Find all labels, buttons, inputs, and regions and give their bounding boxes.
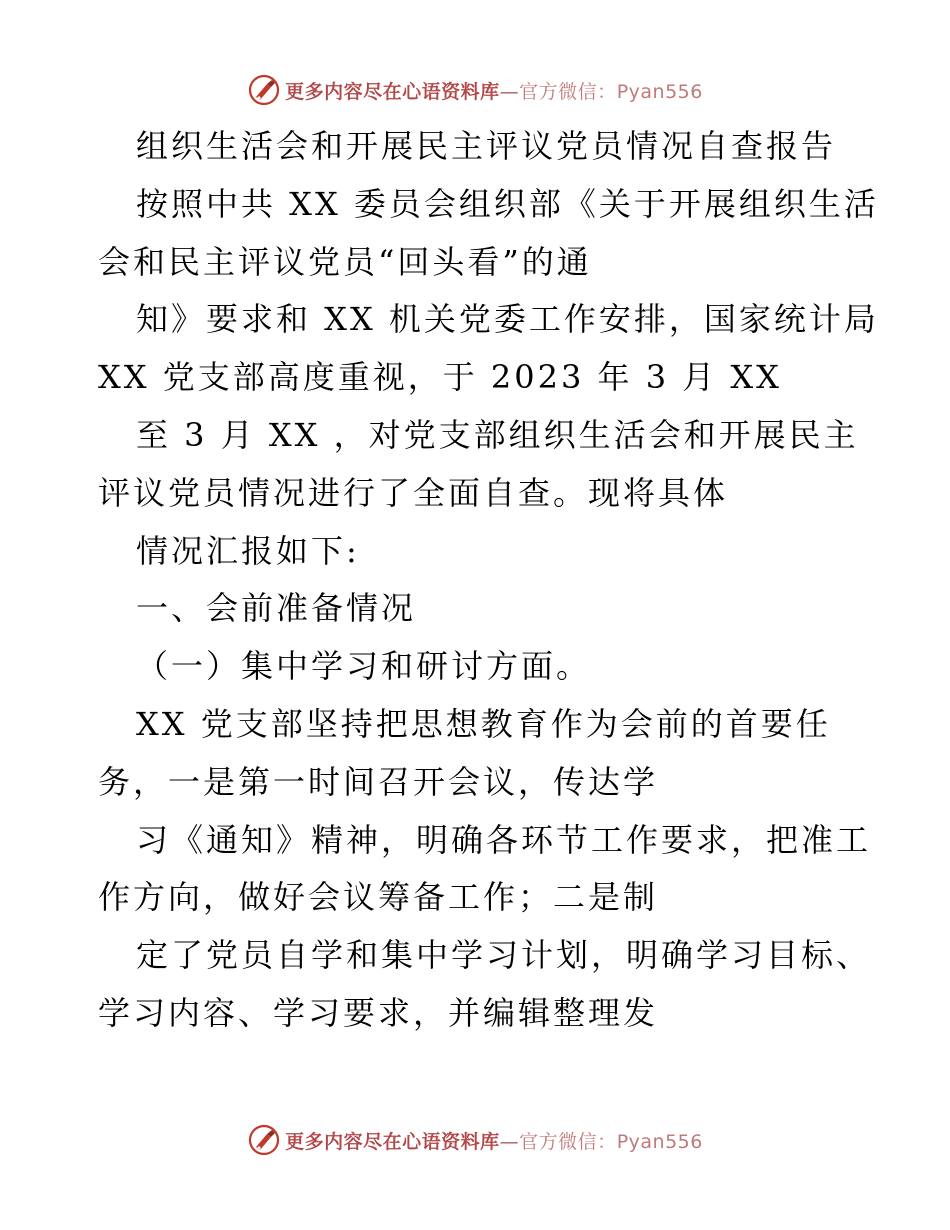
document-line: 定了党员自学和集中学习计划，明确学习目标、 bbox=[136, 936, 872, 975]
document-line: 按照中共 XX 委员会组织部《关于开展组织生活 bbox=[136, 184, 879, 223]
footer-watermark-banner bbox=[0, 1120, 950, 1160]
document-line: 习《通知》精神，明确各环节工作要求，把准工 bbox=[136, 820, 872, 859]
document-line: 至 3 月 XX ，对党支部组织生活会和开展民主 bbox=[136, 415, 859, 454]
watermark-dash: — bbox=[499, 80, 520, 103]
header-watermark-banner bbox=[0, 70, 950, 110]
watermark-wechat-id: Pyan556 bbox=[616, 1130, 703, 1153]
watermark-wechat-id: Pyan556 bbox=[616, 80, 703, 103]
document-line: 作方向，做好会议筹备工作；二是制 bbox=[98, 878, 659, 917]
watermark-wechat-label: 官方微信： bbox=[519, 80, 617, 103]
document-line: 学习内容、学习要求，并编辑整理发 bbox=[98, 993, 659, 1032]
document-body bbox=[98, 118, 879, 1043]
document-line: 知》要求和 XX 机关党委工作安排，国家统计局 bbox=[136, 300, 879, 339]
watermark-site-name: 更多内容尽在心语资料库 bbox=[285, 80, 500, 103]
document-line: 务，一是第一时间召开会议，传达学 bbox=[98, 762, 659, 801]
document-line: 评议党员情况进行了全面自查。现将具体 bbox=[98, 473, 729, 512]
document-title: 组织生活会和开展民主评议党员情况自查报告 bbox=[136, 127, 837, 165]
section-heading: 一、会前准备情况 bbox=[136, 589, 417, 628]
document-line: 会和民主评议党员“回头看”的通 bbox=[98, 242, 592, 281]
document-line: XX 党支部高度重视，于 2023 年 3 月 XX bbox=[98, 358, 782, 397]
watermark-wechat-label: 官方微信： bbox=[519, 1130, 617, 1153]
subsection-heading: （一）集中学习和研讨方面。 bbox=[136, 647, 592, 686]
watermark-site-name: 更多内容尽在心语资料库 bbox=[285, 1130, 500, 1153]
pen-nib-logo-icon bbox=[247, 1123, 281, 1157]
pen-nib-logo-icon bbox=[247, 73, 281, 107]
watermark-text bbox=[285, 1127, 703, 1154]
document-line: XX 党支部坚持把思想教育作为会前的首要任 bbox=[136, 704, 831, 743]
watermark-dash: — bbox=[499, 1130, 520, 1153]
document-line: 情况汇报如下: bbox=[136, 531, 360, 570]
watermark-text bbox=[285, 77, 703, 104]
